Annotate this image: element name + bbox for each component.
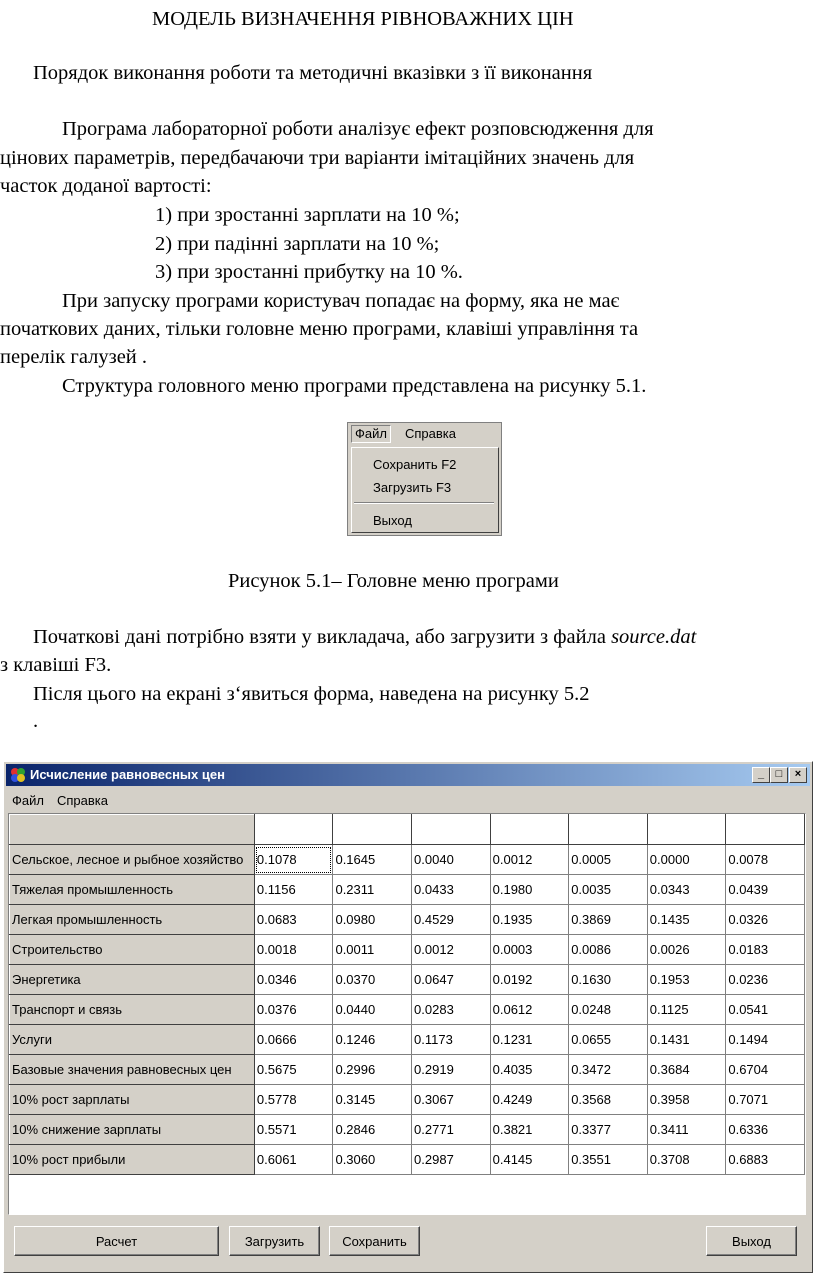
menu-file[interactable]: Файл: [351, 425, 391, 443]
row-label: Энергетика: [10, 965, 255, 995]
menu-item-load[interactable]: Загрузить F3: [373, 480, 452, 495]
grid-cell[interactable]: 0.3067: [412, 1085, 491, 1115]
grid-cell[interactable]: 0.0000: [647, 845, 726, 875]
data-grid[interactable]: [8, 813, 806, 1215]
table-row: [10, 1145, 805, 1175]
window-title: Исчисление равновесных цен: [30, 767, 225, 782]
grid-cell[interactable]: 0.3958: [647, 1085, 726, 1115]
save-button[interactable]: Сохранить: [329, 1226, 420, 1256]
grid-header-cell: [647, 815, 726, 845]
grid-header-cell: [569, 815, 648, 845]
paragraph-line: При запуску програми користувач попадає на форму, яка не має: [62, 290, 620, 312]
grid-cell[interactable]: 0.3684: [647, 1055, 726, 1085]
row-label: Транспорт и связь: [10, 995, 255, 1025]
grid-header-cell: [10, 815, 255, 845]
paragraph-line: перелік галузей .: [0, 346, 148, 368]
app-icon: [10, 767, 26, 783]
grid-cell[interactable]: 0.3869: [569, 905, 648, 935]
grid-cell[interactable]: 0.6061: [254, 1145, 333, 1175]
grid-cell[interactable]: 0.2919: [412, 1055, 491, 1085]
menu-help[interactable]: Справка: [405, 426, 456, 441]
grid-cell[interactable]: 0.0192: [490, 965, 569, 995]
grid-cell[interactable]: 0.0012: [412, 935, 491, 965]
row-label: Тяжелая промышленность: [10, 875, 255, 905]
table-row: [10, 1085, 805, 1115]
menu-separator: [354, 502, 494, 504]
grid-cell[interactable]: 0.1431: [647, 1025, 726, 1055]
table-row: [10, 1025, 805, 1055]
grid-cell[interactable]: 0.1078: [254, 845, 333, 875]
menu-figure: [347, 422, 502, 536]
table-row: [10, 875, 805, 905]
grid-cell[interactable]: 0.0440: [333, 995, 412, 1025]
grid-cell[interactable]: 0.6336: [726, 1115, 805, 1145]
grid-cell[interactable]: 0.0248: [569, 995, 648, 1025]
grid-cell[interactable]: 0.0003: [490, 935, 569, 965]
table-row: [10, 1055, 805, 1085]
grid-cell[interactable]: 0.3377: [569, 1115, 648, 1145]
grid-cell[interactable]: 0.3411: [647, 1115, 726, 1145]
title-bar[interactable]: [6, 764, 810, 786]
list-item: 3) при зростанні прибутку на 10 %.: [155, 261, 463, 283]
grid-cell[interactable]: 0.0005: [569, 845, 648, 875]
grid-cell[interactable]: 0.3568: [569, 1085, 648, 1115]
grid-cell[interactable]: 0.0346: [254, 965, 333, 995]
paragraph-text: Початкові дані потрібно взяти у викладача, або загрузити з файла: [33, 626, 612, 648]
table-row: [10, 845, 805, 875]
grid-cell[interactable]: 0.4035: [490, 1055, 569, 1085]
row-label: Сельское, лесное и рыбное хозяйство: [10, 845, 255, 875]
paragraph-line: [33, 624, 696, 650]
grid-cell[interactable]: 0.1246: [333, 1025, 412, 1055]
minimize-icon[interactable]: _: [752, 767, 770, 783]
table-row: [10, 935, 805, 965]
grid-cell[interactable]: 0.3060: [333, 1145, 412, 1175]
grid-cell[interactable]: 0.0666: [254, 1025, 333, 1055]
grid-table: [9, 814, 805, 1175]
close-icon[interactable]: ×: [789, 767, 807, 783]
grid-cell[interactable]: 0.0078: [726, 845, 805, 875]
grid-cell[interactable]: 0.3145: [333, 1085, 412, 1115]
menu-figure-bar: [348, 423, 501, 445]
menu-help[interactable]: Справка: [57, 793, 108, 808]
grid-cell[interactable]: 0.5571: [254, 1115, 333, 1145]
table-row: [10, 965, 805, 995]
exit-button[interactable]: Выход: [706, 1226, 797, 1256]
row-label: 10% рост прибыли: [10, 1145, 255, 1175]
grid-cell[interactable]: 0.1435: [647, 905, 726, 935]
grid-cell[interactable]: 0.6704: [726, 1055, 805, 1085]
paragraph-line: з клавіші F3.: [0, 654, 112, 676]
load-button[interactable]: Загрузить: [229, 1226, 320, 1256]
grid-header-cell: [726, 815, 805, 845]
grid-cell[interactable]: 0.1173: [412, 1025, 491, 1055]
grid-cell[interactable]: 0.2996: [333, 1055, 412, 1085]
grid-cell[interactable]: 0.2771: [412, 1115, 491, 1145]
list-item: 2) при падінні зарплати на 10 %;: [155, 233, 440, 255]
grid-cell[interactable]: 0.0683: [254, 905, 333, 935]
file-name: source.dat: [611, 626, 697, 648]
paragraph-line: часток доданої вартості:: [0, 175, 212, 197]
menu-item-save[interactable]: Сохранить F2: [373, 457, 457, 472]
app-window: [3, 761, 813, 1273]
grid-header-cell: [333, 815, 412, 845]
grid-cell[interactable]: 0.0370: [333, 965, 412, 995]
row-label: Услуги: [10, 1025, 255, 1055]
figure-caption: Рисунок 5.1– Головне меню програми: [228, 570, 559, 592]
grid-cell[interactable]: 0.5675: [254, 1055, 333, 1085]
paragraph-line: Структура головного меню програми представлена на рисунку 5.1.: [62, 375, 647, 397]
grid-cell[interactable]: 0.3472: [569, 1055, 648, 1085]
grid-cell[interactable]: 0.0343: [647, 875, 726, 905]
grid-cell[interactable]: 0.1980: [490, 875, 569, 905]
grid-cell[interactable]: 0.0183: [726, 935, 805, 965]
table-row: [10, 995, 805, 1025]
table-row: [10, 1115, 805, 1145]
grid-cell[interactable]: 0.0433: [412, 875, 491, 905]
grid-header-cell: [412, 815, 491, 845]
grid-cell[interactable]: 0.4249: [490, 1085, 569, 1115]
menu-file[interactable]: Файл: [12, 793, 44, 808]
file-dropdown: [351, 447, 499, 533]
paragraph-line: початкових даних, тільки головне меню програми, клавіші управління та: [0, 318, 639, 340]
grid-cell[interactable]: 0.0026: [647, 935, 726, 965]
grid-cell[interactable]: 0.4145: [490, 1145, 569, 1175]
grid-cell[interactable]: 0.1156: [254, 875, 333, 905]
grid-cell[interactable]: 0.0018: [254, 935, 333, 965]
table-row: [10, 905, 805, 935]
grid-cell[interactable]: 0.0086: [569, 935, 648, 965]
grid-cell[interactable]: 0.1645: [333, 845, 412, 875]
grid-cell[interactable]: 0.3551: [569, 1145, 648, 1175]
grid-cell[interactable]: 0.0040: [412, 845, 491, 875]
grid-cell[interactable]: 0.0283: [412, 995, 491, 1025]
grid-header-cell: [254, 815, 333, 845]
grid-cell[interactable]: 0.0980: [333, 905, 412, 935]
paragraph-line: Програма лабораторної роботи аналізує ефект розповсюдження для: [62, 118, 654, 140]
grid-cell[interactable]: 0.0035: [569, 875, 648, 905]
grid-cell[interactable]: 0.7071: [726, 1085, 805, 1115]
row-label: Легкая промышленность: [10, 905, 255, 935]
grid-cell[interactable]: 0.0236: [726, 965, 805, 995]
grid-cell[interactable]: 0.0011: [333, 935, 412, 965]
grid-cell[interactable]: 0.1630: [569, 965, 648, 995]
grid-cell[interactable]: 0.0647: [412, 965, 491, 995]
grid-cell[interactable]: 0.0376: [254, 995, 333, 1025]
grid-cell[interactable]: 0.1125: [647, 995, 726, 1025]
grid-cell[interactable]: 0.0439: [726, 875, 805, 905]
paragraph-dot: .: [33, 710, 39, 732]
grid-cell[interactable]: 0.3708: [647, 1145, 726, 1175]
grid-cell[interactable]: 0.1231: [490, 1025, 569, 1055]
paragraph-line: Після цього на екрані з‘явиться форма, наведена на рисунку 5.2: [33, 683, 590, 705]
maximize-icon[interactable]: □: [770, 767, 788, 783]
row-label: 10% рост зарплаты: [10, 1085, 255, 1115]
grid-cell[interactable]: 0.0012: [490, 845, 569, 875]
grid-cell[interactable]: 0.0541: [726, 995, 805, 1025]
grid-cell[interactable]: 0.1935: [490, 905, 569, 935]
row-label: Строительство: [10, 935, 255, 965]
grid-cell[interactable]: 0.6883: [726, 1145, 805, 1175]
grid-header-cell: [490, 815, 569, 845]
paragraph-line: цінових параметрів, передбачаючи три варіанти імітаційних значень для: [0, 147, 635, 169]
grid-cell[interactable]: 0.5778: [254, 1085, 333, 1115]
row-label: 10% снижение зарплаты: [10, 1115, 255, 1145]
grid-cell[interactable]: 0.0612: [490, 995, 569, 1025]
doc-title: МОДЕЛЬ ВИЗНАЧЕННЯ РІВНОВАЖНИХ ЦІН: [152, 8, 574, 30]
grid-cell[interactable]: 0.3821: [490, 1115, 569, 1145]
grid-cell[interactable]: 0.0326: [726, 905, 805, 935]
menu-item-exit[interactable]: Выход: [373, 513, 412, 528]
grid-cell[interactable]: 0.1953: [647, 965, 726, 995]
grid-cell[interactable]: 0.4529: [412, 905, 491, 935]
grid-cell[interactable]: 0.2987: [412, 1145, 491, 1175]
grid-cell[interactable]: 0.0655: [569, 1025, 648, 1055]
list-item: 1) при зростанні зарплати на 10 %;: [155, 204, 460, 226]
grid-cell[interactable]: 0.2311: [333, 875, 412, 905]
doc-subtitle: Порядок виконання роботи та методичні вказівки з її виконання: [33, 62, 593, 84]
calculate-button[interactable]: Расчет: [14, 1226, 219, 1256]
grid-cell[interactable]: 0.1494: [726, 1025, 805, 1055]
grid-cell[interactable]: 0.2846: [333, 1115, 412, 1145]
row-label: Базовые значения равновесных цен: [10, 1055, 255, 1085]
grid-header-row: [10, 815, 805, 845]
